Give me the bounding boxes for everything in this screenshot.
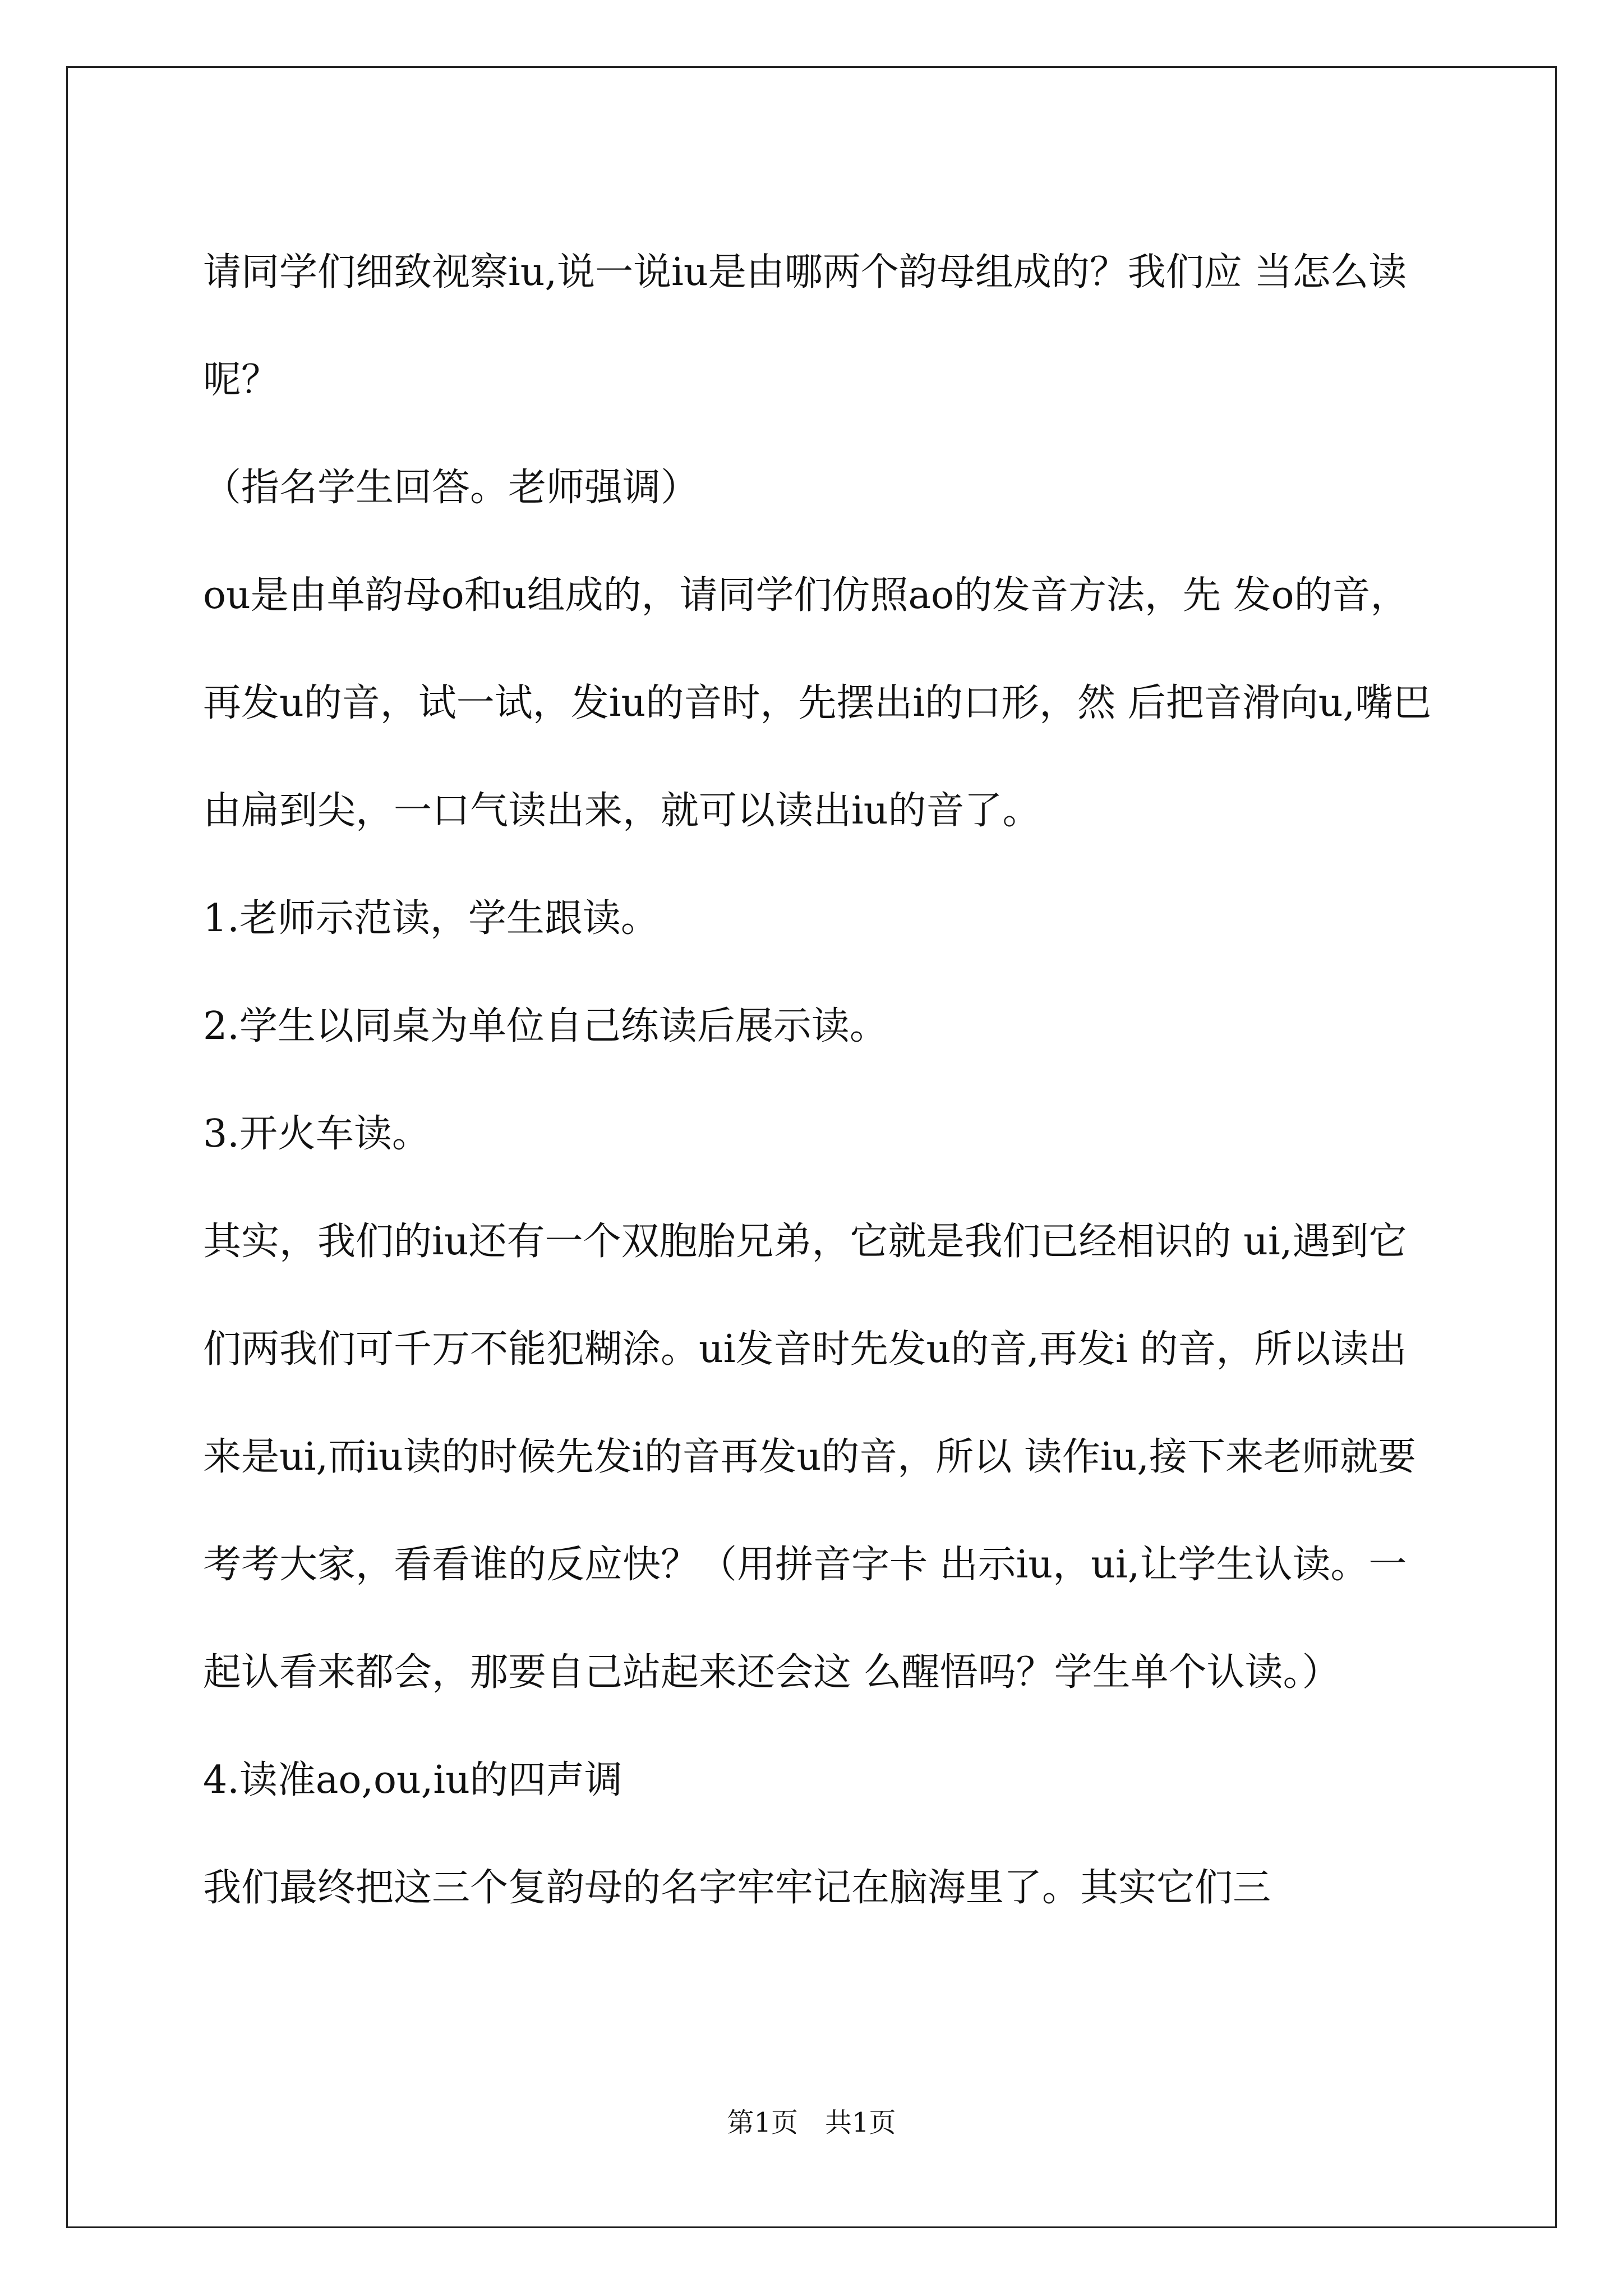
paragraph-line: （指名学生回答。老师强调）: [203, 466, 699, 510]
paragraph-line: 我们最终把这三个复韵母的名字牢牢记在脑海里了。其实它们三: [203, 1866, 1271, 1910]
paragraph-2: [203, 434, 1437, 542]
paragraph-4: [203, 865, 1437, 973]
document-body: [203, 219, 1437, 1942]
page-footer: [0, 2101, 1623, 2139]
paragraph-8: [203, 1727, 1437, 1834]
paragraph-line: 的音，所以读出来是ui,而iu读的时候先发i的音再发u的音，所以: [203, 1327, 1407, 1479]
paragraph-9: [203, 1834, 1437, 1942]
paragraph-1: [203, 219, 1437, 434]
paragraph-line: 其实，我们的iu还有一个双胞胎兄弟，它就是我们已经相识的: [203, 1220, 1232, 1264]
paragraph-line: 读作iu,接下来老师就要考考大家，看看谁的反应快？（用拼音字卡: [203, 1435, 1417, 1587]
paragraph-7: [203, 1188, 1437, 1727]
paragraph-3: [203, 542, 1437, 865]
paragraph-line: ui,遇到它们两我们可千万不能犯糊涂。ui发音时先发u的音,再发i: [203, 1220, 1407, 1372]
paragraph-line: 出示iu，ui,让学生认读。一起认看来都会，那要自己站起来还会这: [203, 1543, 1407, 1695]
paragraph-line: 后把音滑向u,嘴巴由扁到尖，一口气读出来，就可以读出iu的音了。: [203, 681, 1432, 833]
paragraph-6: [203, 1080, 1437, 1188]
paragraph-line: 么醒悟吗？学生单个认读。）: [863, 1650, 1340, 1695]
paragraph-line: 发o的音，再发u的音，试一试，发iu的音时，先摆出i的口形，然: [203, 573, 1409, 725]
paragraph-5: [203, 973, 1437, 1080]
paragraph-line: 4.读准ao,ou,iu的四声调: [203, 1758, 623, 1802]
paragraph-line: 1.老师示范读，学生跟读。: [203, 896, 659, 941]
paragraph-line: ou是由单韵母o和u组成的，请同学们仿照ao的发音方法，先: [203, 573, 1221, 618]
page-number-label: 第1页 共1页: [727, 2107, 896, 2138]
paragraph-line: 请同学们细致视察iu,说一说iu是由哪两个韵母组成的？我们应: [203, 250, 1242, 295]
paragraph-line: 当怎么读呢？: [203, 250, 1407, 402]
paragraph-line: 2.学生以同桌为单位自己练读后展示读。: [203, 1004, 888, 1048]
paragraph-line: 3.开火车读。: [203, 1112, 430, 1156]
